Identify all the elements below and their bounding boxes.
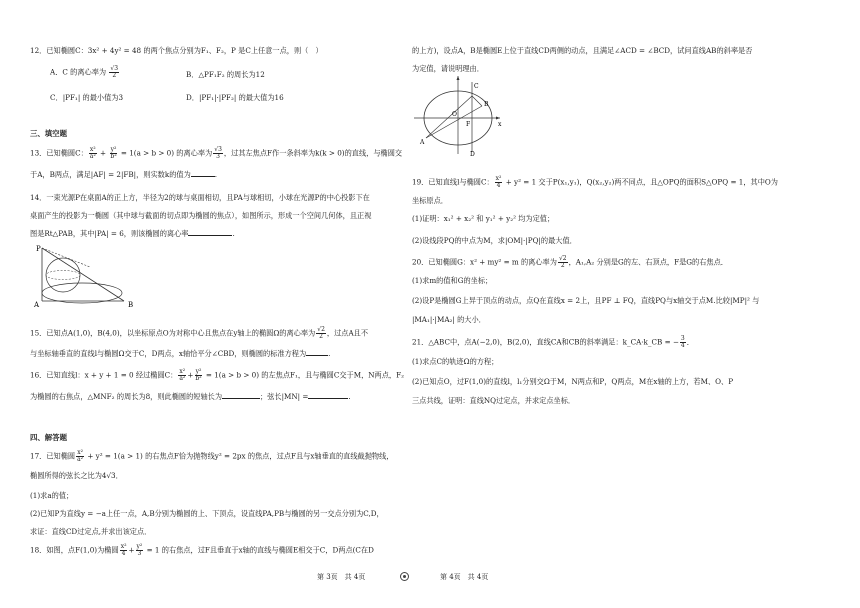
q19-part-1: (1)证明：x₁² + x₂² 和 y₁² + y₂² 均为定值； [412,214,555,223]
answer-blank[interactable] [188,235,232,236]
q18-cont-line-1: 的上方)，设点A，B是椭圆E上位于直线CD两侧的动点，且满足∠ACD = ∠BCD，试问直线AB的斜率是否 [412,46,753,55]
q19-part-2: (2)设线段PQ的中点为M，求|OM|·|PQ|的最大值． [412,236,577,245]
fig-label-f: F [466,121,471,128]
q14-line-3: 图是Rt△PAB，其中|PA| = 6，则该椭圆的离心率 . [30,229,235,238]
fig-label-p: P [36,245,41,253]
q14-line-1: 14．一束光源P在桌面A的正上方，半径为2的球与桌面相切，且PA与球相切，小球在光源P的中心投影下在 [30,193,370,202]
q18-cont-line-2: 为定值，请说明理由． [412,64,484,73]
q16-line-2: 为椭圆的右焦点，△MNF₂ 的周长为8，则此椭圆的短轴长为 ；弦长|MN| = . [30,392,351,401]
q16-line-1: 16．已知直线l：x + y + 1 = 0 经过椭圆C： $\frac{\text{x²}}{\text{a²}}$ + $\frac{\text{y²}}{\text{b²}}$ = 1(a > b > 0) 的左焦点F₁，且与椭圆C交于M，N两点，F₂ [30,368,404,382]
q15-line-1: 15．已知点A(1,0)，B(4,0)，以坐标原点O为对称中心且焦点在y轴上的椭圆Ω的离心率为 $\frac{√2}{2}$ ，过点A且不 [30,326,369,340]
q12-option-b: B．△PF₁F₂ 的周长为12 [186,70,265,79]
q17-part-2-cont: 求证：直线CD过定点,并求出该定点． [30,527,152,536]
fig-label-a: A [34,301,40,309]
fig-label-x: x [498,121,502,128]
q21-part-2-cont: 三点共线，证明：直线NQ过定点，并求定点坐标． [412,396,576,405]
fig-label-b: B [484,101,489,108]
q17-part-1: (1)求a的值； [30,491,74,500]
fig-label-c: C [474,83,479,90]
page-number-left: 第 3页 共 4页 [317,573,366,581]
binding-mark-icon [400,572,409,581]
answer-blank[interactable] [308,398,348,399]
answer-blank[interactable] [191,176,215,177]
q14-cone-figure [32,243,162,313]
q21-line-1: 21．△ABC中，点A(−2,0)，B(2,0)，直线CA和CB的斜率满足：k_CA·k_CB = − $\frac{3}{4}$ ． [412,335,694,349]
right-column [412,0,798,608]
q17-line-2: 椭圆所得的弦长之比为4√3． [30,471,123,480]
q18-ellipse-figure [412,74,508,156]
q18-line-1: 18．如图，点F(1,0)为椭圆 $\frac{\text{x²}}{4}$ + $\frac{\text{y²}}{3}$ = 1 的右焦点，过F且垂直于x轴的直线与椭圆E相交于C，D两点(C在D [30,543,374,557]
q20-part-2-cont: |MA₁|·|MA₂| 的大小． [412,315,486,324]
q19-line-1: 19．已知直线l与椭圆C： $\frac{\text{x²}}{4}$ + y² = 1 交于P(x₁,y₁)，Q(x₂,y₂)两不同点，且△OPQ的面积S△OPQ = 1，其中O为 [412,175,778,189]
left-column [30,0,404,608]
q12-option-d: D．|PF₁|·|PF₂| 的最大值为16 [186,93,284,102]
answer-blank[interactable] [306,355,328,356]
q14-line-2: 桌面产生的投影为一椭圆（其中球与截面的切点即为椭圆的焦点），如图所示，形成一个空间几何体，且正视 [30,211,372,220]
answer-blank[interactable] [222,398,260,399]
q13-line-2: 于A，B两点，满足|AF| = 2|FB|，则实数k的值为 . [30,170,218,179]
q20-part-1: (1)求m的值和G的坐标； [412,276,493,285]
q12-option-c: C．|PF₁| 的最小值为3 [50,93,124,102]
q15-line-2: 与坐标轴垂直的直线l与椭圆Ω交于C，D两点，x轴恰平分∠CBD，则椭圆的标准方程为 . [30,349,331,358]
q17-line-1: 17．已知椭圆 $\frac{\text{x²}}{\text{a²}}$ + y² = 1(a > 1) 的右焦点F恰为抛物线y² = 2px 的焦点，过点F且与x轴垂直的直线截抛物线， [30,449,394,463]
q20-line-1: 20．已知椭圆G：x² + my² = m 的离心率为 $\frac{√2}{2}$ ，A₁,A₂ 分别是G的左、右顶点，F是G的右焦点． [412,255,728,269]
section-4-title: 四、解答题 [30,433,67,442]
q21-part-2: (2)已知点O，过F(1,0)的直线l，l₁分别交Ω于M，N两点和P，Q两点，M在x轴的上方，若M、O、P [412,377,734,386]
fig-label-d: D [470,151,475,156]
q12-stem: 12．已知椭圆C：3x² + 4y² = 48 的两个焦点分别为F₁、F₂，P 是C上任意一点，则（ ） [30,46,323,55]
fig-label-b: B [128,301,134,309]
q17-part-2: (2)已知P为直线y = −a上任一点，A,B分别为椭圆的上、下顶点，设直线PA,PB与椭圆的另一交点分别为C,D， [30,509,384,518]
q21-part-1: (1)求点C的轨迹Ω的方程； [412,357,499,366]
q20-part-2: (2)设P是椭圆G上异于顶点的动点，点Q在直线x = 2上，且PF ⊥ FQ，直线PQ与x轴交于点M.比较|MP|² 与 [412,296,760,305]
q19-line-2: 坐标原点． [412,196,448,205]
q12-option-a: A．C 的离心率为 $\frac{√3}{2}$ [50,65,119,79]
section-3-title: 三、填空题 [30,129,67,138]
q13-line-1: 13．已知椭圆C： $\frac{\text{x²}}{\text{a²}}$ + $\frac{\text{y²}}{\text{b²}}$ = 1(a > b > 0) 的离心率为 $\frac{√3}{3}$ ，过其左焦点F作一条斜率为k(k > 0)的直线，与椭圆交 [30,146,403,160]
fig-label-a: A [420,139,425,146]
fig-label-o: O [452,111,457,118]
page-number-right: 第 4页 共 4页 [440,573,489,581]
